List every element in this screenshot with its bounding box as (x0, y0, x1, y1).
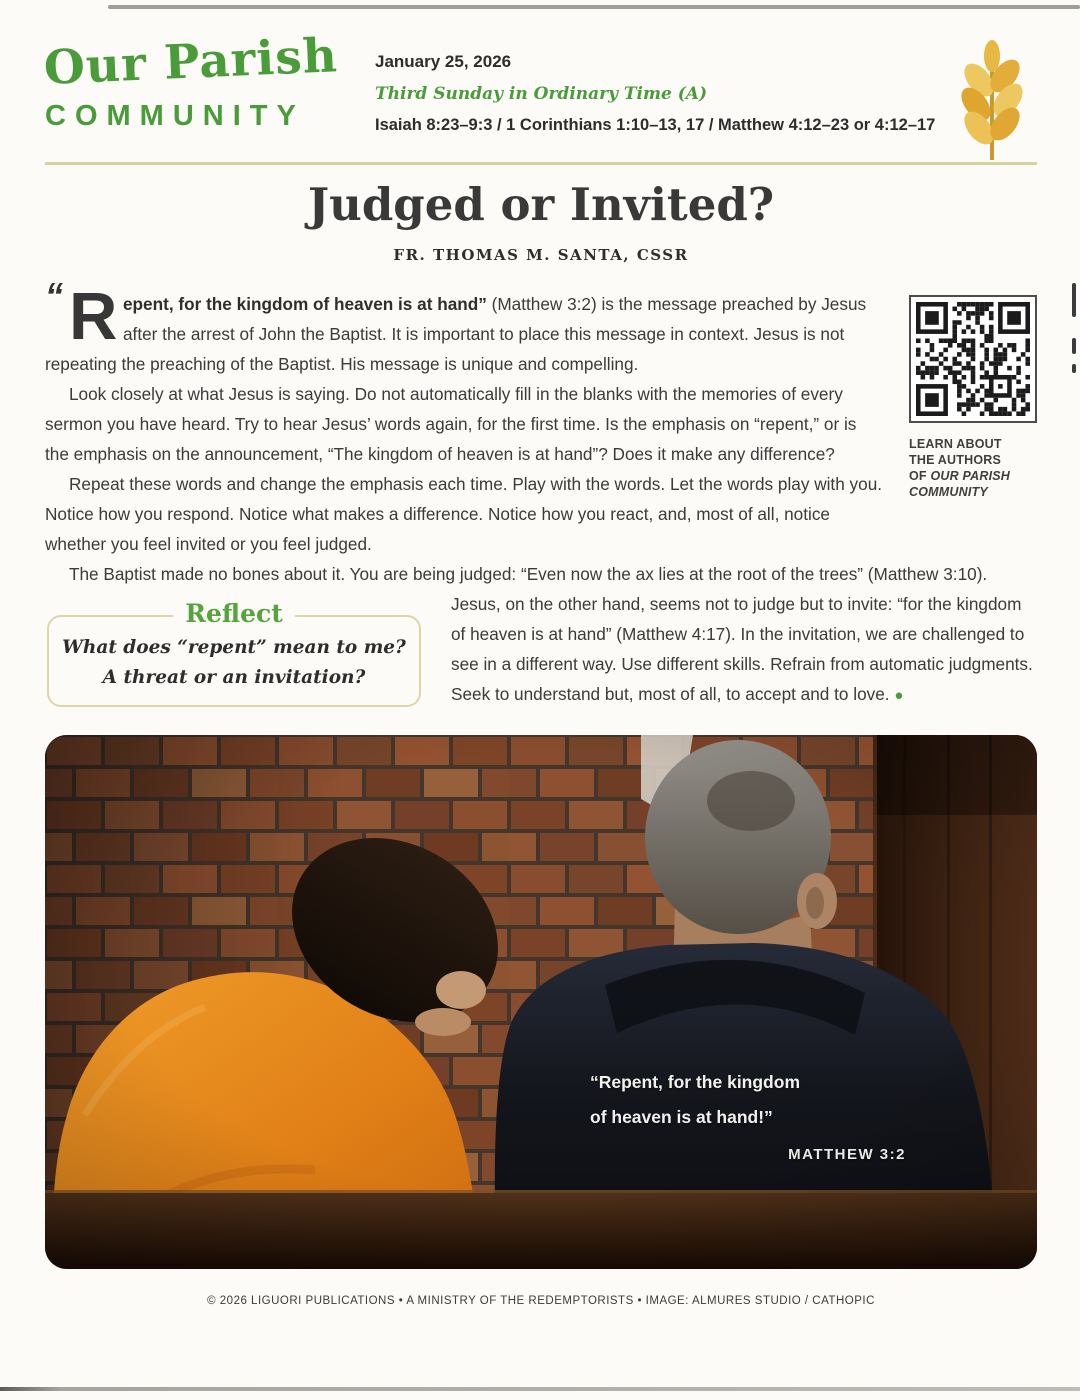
reflect-question-2: A threat or an invitation? (102, 667, 366, 688)
caption-line-1: “Repent, for the kingdom (590, 1072, 800, 1092)
issue-feast: Third Sunday in Ordinary Time (A) (375, 84, 708, 104)
paragraph-1 (45, 275, 1037, 379)
drop-cap-letter: R (69, 279, 118, 354)
qr-code (909, 295, 1037, 423)
scan-artifact-bottom (0, 1387, 1080, 1391)
scan-artifact-dash (1072, 364, 1076, 373)
article (45, 178, 1037, 711)
masthead-rule (45, 162, 1037, 165)
logo-line-2: COMMUNITY (45, 100, 305, 132)
qr-caption (909, 436, 1015, 500)
paragraph-3: Repeat these words and change the emphasis each time. Play with the words. Let the words play with you. Notice how you respond. Notice what makes a difference. Notice how you react, and, most of all, notice whether you feel invited or you feel judged. (45, 474, 883, 554)
qr-caption-text: LEARN ABOUT THE AUTHORS OF (909, 437, 1002, 483)
opening-quote: “ (45, 275, 63, 316)
article-body (45, 275, 1037, 711)
article-byline: FR. THOMAS M. SANTA, CSSR (393, 246, 689, 264)
issue-date: January 25, 2026 (375, 52, 512, 71)
footer-credit: © 2026 LIGUORI PUBLICATIONS • A MINISTRY OF THE REDEMPTORISTS • IMAGE: ALMURES STUDIO / CATHOPIC (207, 1295, 875, 1307)
wheat-icon (961, 40, 1023, 162)
masthead (42, 28, 1037, 162)
paragraph-2: Look closely at what Jesus is saying. Do not automatically fill in the blanks with the memories of every sermon you have heard. Try to hear Jesus’ words again, for the first time. Is the emphasis on “repent,” or is the emphasis on the announcement, “The kingdom of heaven is at hand”? Does it make any difference? (45, 384, 857, 464)
lead-quote-bold: epent, for the kingdom of heaven is at hand” (123, 294, 487, 314)
caption-source: MATTHEW 3:2 (788, 1146, 906, 1163)
photo-caption (590, 1065, 906, 1163)
article-title: Judged or Invited? (307, 178, 775, 231)
photo (45, 735, 1037, 1269)
scan-artifact-dash (1072, 283, 1076, 317)
logo-line-1: Our Parish (42, 28, 339, 96)
qr-sidebar (909, 295, 1037, 500)
paragraph-4-text-b: kingdom of heaven is at hand” (Matthew 4:17). In the invitation, we are challenged to see in a different way. Use different skills. Refrain from automatic judgments. Seek to understand but, most of all, to accept and to love. (451, 594, 1033, 704)
issue-readings: Isaiah 8:23–9:3 / 1 Corinthians 1:10–13, 17 / Matthew 4:12–23 or 4:12–17 (375, 116, 936, 134)
reflect-title: Reflect (173, 599, 295, 629)
paragraph-1-text: (Matthew 3:2) is the message preached by Jesus after the arrest of John the Baptist. It is important to place this message in context. Jesus is not repeating the preaching of the Baptist. His message is unique and compelling. (45, 294, 867, 374)
reflect-box (47, 599, 421, 707)
paragraph-4 (45, 559, 1037, 711)
paragraph-4-text-a: The Baptist made no bones about it. You are being judged: “Even now the ax lies at the root of the trees” (Matthew 3:10). Jesus, on the other hand, seems not to judge but to invite: “for the (69, 564, 988, 614)
scan-artifact-dash (1072, 338, 1076, 354)
issue-info (375, 52, 935, 135)
caption-line-2: of heaven is at hand!” (590, 1107, 773, 1127)
qr-caption-title: OUR PARISH COMMUNITY (909, 469, 1011, 499)
article-end-icon: ● (894, 687, 904, 704)
reflect-question-1: What does “repent” mean to me? (62, 637, 406, 658)
photo-scene (45, 735, 1037, 1269)
drop-cap (45, 275, 123, 354)
